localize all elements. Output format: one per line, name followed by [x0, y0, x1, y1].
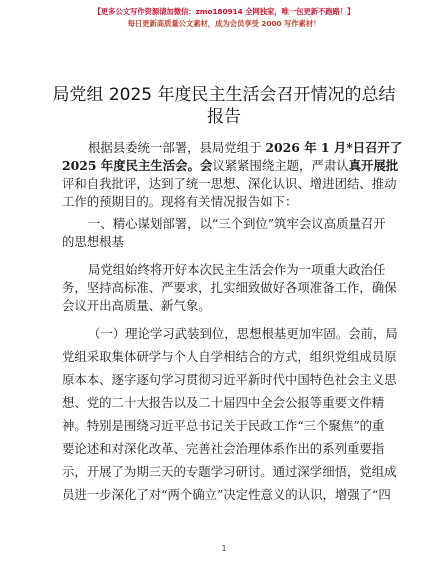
text-run-bold: 真开展批	[348, 158, 399, 173]
text-run-bold: 2025 年度民主生活会。	[62, 158, 200, 173]
section-heading-line: 的思想根基	[62, 234, 124, 249]
section-heading-line: 一、精心谋划部署，以“三个到位”筑牢会议高质量召开	[88, 216, 386, 231]
paragraph-line: 神。特别是围绕习近平总书记关于民政工作“三个聚焦”的重	[62, 418, 385, 433]
paragraph-line: 务，坚持高标准、严要求，扎实细致做好各项准备工作，确保	[62, 280, 397, 295]
paragraph-line: 党组采取集体研学与个人自学相结合的方式，组织党组成员原	[62, 349, 397, 364]
document-title: 局党组 2025 年度民主生活会召开情况的总结报告	[52, 85, 396, 127]
text-run: 议紧紧围绕主题，严肃认	[212, 158, 349, 173]
text-run-bold: 2026 年 1 月*日召开了	[265, 140, 403, 155]
paragraph-line: 局党组始终将开好本次民主生活会作为一项重大政治任	[88, 262, 386, 277]
page-number: 1	[221, 544, 227, 553]
paragraph-line	[62, 158, 398, 174]
paragraph-line: 要论述和对深化改革、完善社会治理体系作出的系列重要指	[62, 441, 385, 456]
promo-banner-line-2: 每日更新高质量公文素材，成为会员享受 2000 写作素材！	[127, 19, 321, 28]
promo-banner-line-1: 【更多公文写作资源请加微信：zmo180914 全网独家，唯一包更新不跑路！】	[93, 7, 355, 16]
paragraph-line: 工作的预期目的。现将有关情况报告如下：	[62, 194, 298, 209]
paragraph-line	[88, 140, 402, 156]
text-run-bold: 会	[199, 158, 213, 173]
text-run: 根据县委统一部署，县局党组于	[88, 140, 266, 155]
paragraph-line: 员进一步深化了对“两个确立”决定性意义的认识，增强了“四	[62, 487, 391, 502]
paragraph-line: 想、党的二十大报告以及二十届四中全会公报等重要文件精	[62, 395, 385, 410]
paragraph-line: 会议开出高质量、新气象。	[62, 298, 211, 313]
paragraph-line: 原本本、逐字逐句学习贯彻习近平新时代中国特色社会主义思	[62, 372, 397, 387]
paragraph-line: （一）理论学习武装到位，思想根基更加牢固。会前，局	[88, 326, 398, 341]
paragraph-line: 示，开展了为期三天的专题学习研讨。通过深学细悟，党组成	[62, 464, 397, 479]
paragraph-line: 评和自我批评，达到了统一思想、深化认识、增进团结、推动	[62, 176, 397, 191]
